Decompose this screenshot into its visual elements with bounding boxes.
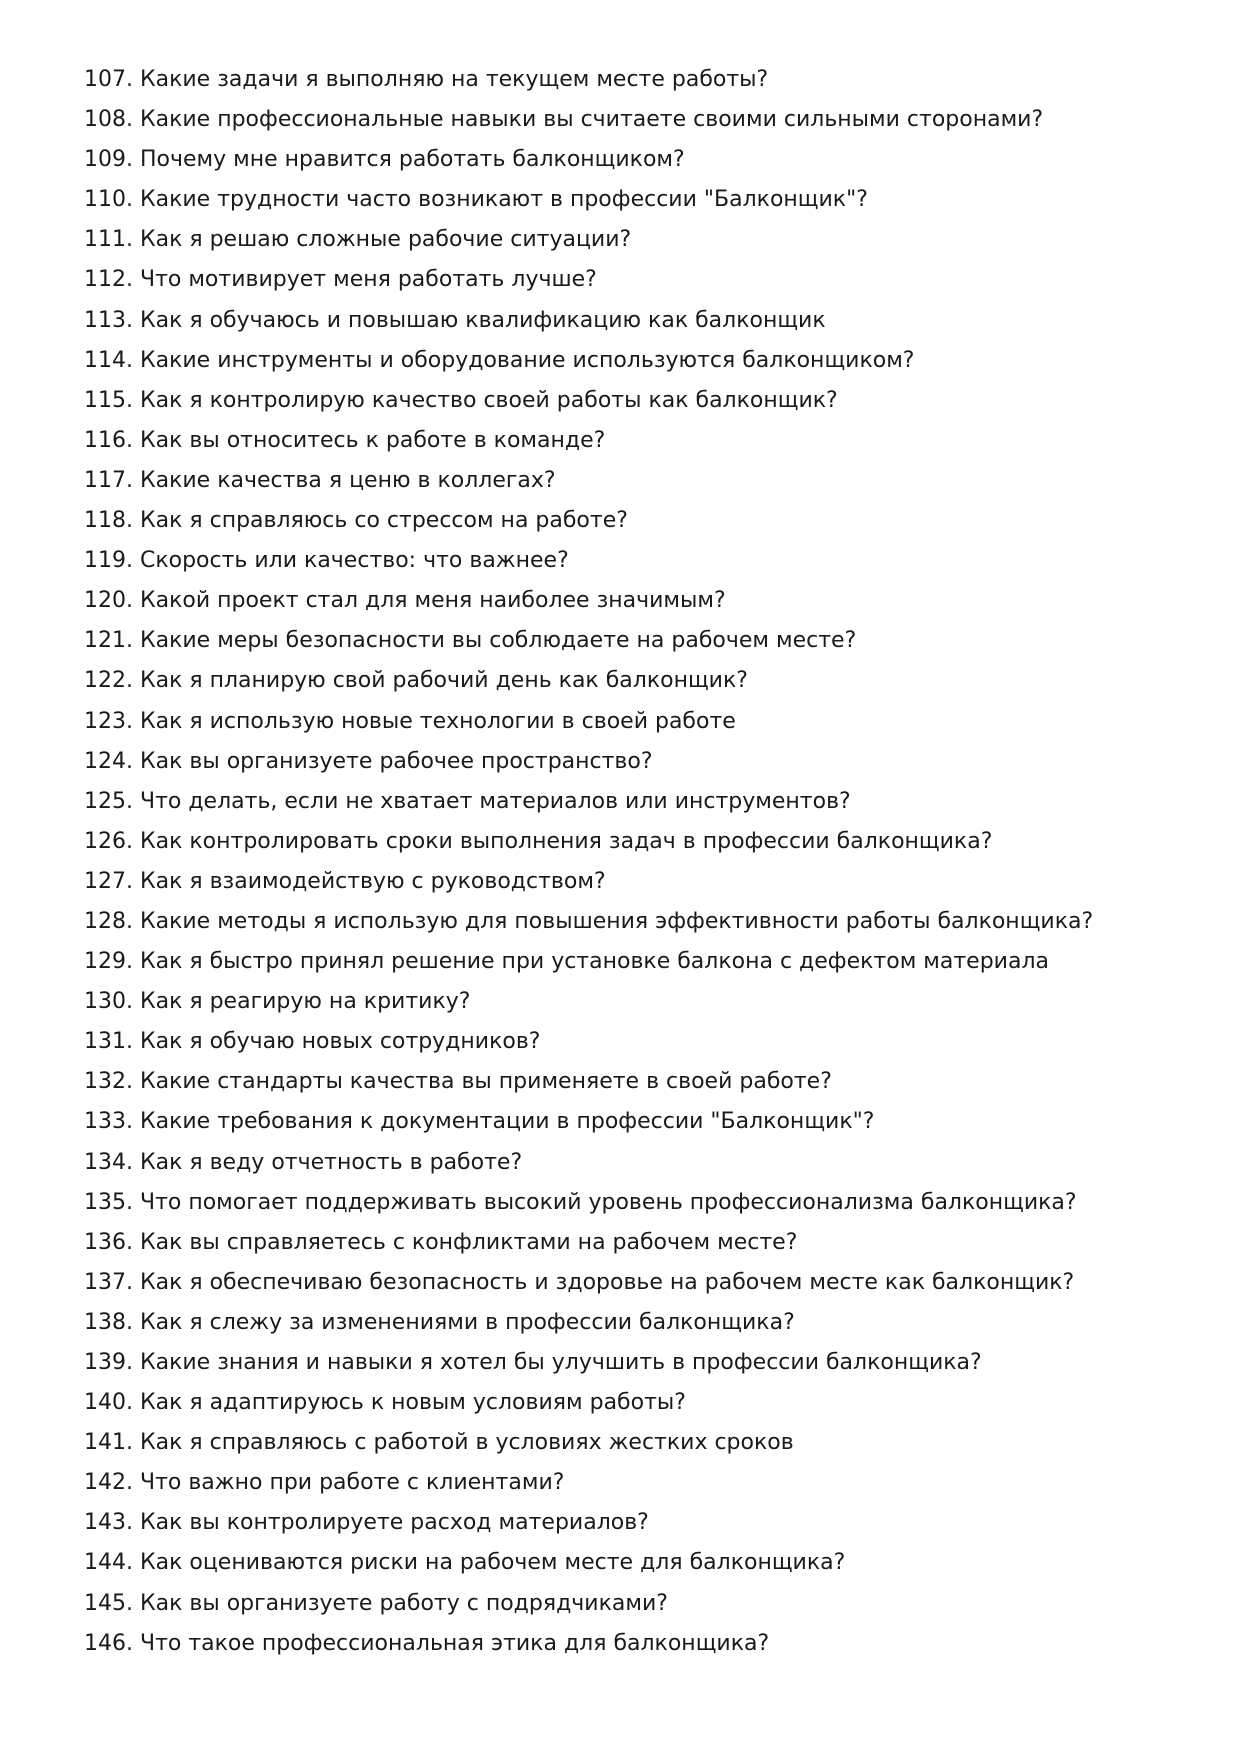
question-text: Как я справляюсь со стрессом на работе?: [139, 508, 628, 534]
list-item: [84, 1343, 1184, 1383]
question-text: Как я планирую свой рабочий день как балконщик?: [139, 668, 748, 694]
question-number: 130.: [84, 989, 133, 1015]
question-text: Какие профессиональные навыки вы считаете своими сильными сторонами?: [139, 107, 1044, 133]
list-item: [84, 661, 1184, 701]
question-text: Как я быстро принял решение при установке балкона с дефектом материала: [139, 949, 1049, 975]
question-number: 135.: [84, 1189, 133, 1215]
question-text: Как вы относитесь к работе в команде?: [139, 427, 606, 453]
question-text: Какие методы я использую для повышения эффективности работы балконщика?: [139, 908, 1094, 934]
list-item: [84, 621, 1184, 661]
list-item: [84, 1543, 1184, 1583]
list-item: [84, 822, 1184, 862]
list-item: [84, 1303, 1184, 1343]
question-number: 112.: [84, 267, 133, 293]
question-number: 142.: [84, 1470, 133, 1496]
list-item: [84, 581, 1184, 621]
question-number: 126.: [84, 828, 133, 854]
list-item: [84, 1022, 1184, 1062]
list-item: [84, 1383, 1184, 1423]
question-text: Какие трудности часто возникают в профессии "Балконщик"?: [139, 187, 868, 213]
list-item: [84, 501, 1184, 541]
list-item: [84, 862, 1184, 902]
question-text: Как я взаимодействую с руководством?: [139, 868, 606, 894]
question-text: Что делать, если не хватает материалов или инструментов?: [139, 788, 851, 814]
question-number: 139.: [84, 1350, 133, 1375]
list-item: [84, 1584, 1184, 1624]
question-text: Какие стандарты качества вы применяете в своей работе?: [139, 1069, 832, 1095]
list-item: [84, 702, 1184, 742]
question-number: 140.: [84, 1390, 133, 1416]
list-item: [84, 220, 1184, 260]
list-item: [84, 1143, 1184, 1183]
question-number: 114.: [84, 347, 133, 373]
list-item: [84, 461, 1184, 501]
question-text: Как контролировать сроки выполнения задач в профессии балконщика?: [139, 828, 993, 854]
question-text: Какой проект стал для меня наиболее значимым?: [139, 588, 726, 614]
question-text: Какие меры безопасности вы соблюдаете на рабочем месте?: [139, 628, 857, 654]
question-text: Как оцениваются риски на рабочем месте для балконщика?: [139, 1550, 846, 1576]
question-number: 117.: [84, 467, 133, 493]
question-text: Как я веду отчетность в работе?: [139, 1149, 523, 1175]
question-number: 109.: [84, 147, 133, 173]
list-item: [84, 1263, 1184, 1303]
list-item: [84, 902, 1184, 942]
question-text: Скорость или качество: что важнее?: [139, 548, 569, 574]
list-item: [84, 1423, 1184, 1463]
question-text: Что такое профессиональная этика для балконщика?: [139, 1630, 770, 1656]
question-text: Как я обучаюсь и повышаю квалификацию как балконщик: [139, 307, 826, 333]
question-text: Как я контролирую качество своей работы как балконщик?: [139, 387, 838, 413]
question-text: Как вы справляетесь с конфликтами на рабочем месте?: [139, 1229, 798, 1255]
question-number: 111.: [84, 227, 133, 253]
question-number: 144.: [84, 1550, 133, 1576]
question-number: 125.: [84, 788, 133, 814]
list-item: [84, 982, 1184, 1022]
question-text: Как я реагирую на критику?: [139, 989, 471, 1015]
list-item: [84, 100, 1184, 140]
list-item: [84, 180, 1184, 220]
list-item: [84, 301, 1184, 341]
list-item: [84, 140, 1184, 180]
question-number: 118.: [84, 508, 133, 534]
question-text: Как вы организуете работу с подрядчиками?: [139, 1590, 668, 1616]
question-text: Что помогает поддерживать высокий уровень профессионализма балконщика?: [139, 1189, 1077, 1215]
question-text: Что важно при работе с клиентами?: [139, 1470, 565, 1496]
list-item: [84, 1223, 1184, 1263]
question-number: 128.: [84, 908, 133, 934]
question-text: Почему мне нравится работать балконщиком?: [139, 147, 685, 173]
list-item: [84, 1463, 1184, 1503]
question-number: 108.: [84, 107, 133, 133]
question-number: 127.: [84, 868, 133, 894]
question-number: 143.: [84, 1510, 133, 1536]
question-number: 138.: [84, 1309, 133, 1335]
question-number: 141.: [84, 1430, 133, 1456]
question-number: 115.: [84, 387, 133, 413]
question-text: Что мотивирует меня работать лучше?: [139, 267, 597, 293]
question-text: Как вы контролируете расход материалов?: [139, 1510, 649, 1536]
question-text: Как я обеспечиваю безопасность и здоровье на рабочем месте как балконщик?: [139, 1269, 1075, 1295]
question-number: 133.: [84, 1109, 133, 1135]
question-text: Какие качества я ценю в коллегах?: [139, 467, 556, 493]
question-number: 134.: [84, 1149, 133, 1175]
question-text: Как вы организуете рабочее пространство?: [139, 748, 653, 774]
list-item: [84, 1183, 1184, 1223]
question-number: 119.: [84, 548, 133, 574]
list-item: [84, 541, 1184, 581]
question-number: 131.: [84, 1029, 133, 1055]
question-text: Как я слежу за изменениями в профессии балконщика?: [139, 1309, 795, 1335]
question-text: Как я решаю сложные рабочие ситуации?: [139, 227, 632, 253]
question-text: Какие инструменты и оборудование используются балконщиком?: [139, 347, 915, 373]
question-text: Какие знания и навыки я хотел бы улучшить в профессии балконщика?: [139, 1350, 982, 1375]
list-item: [84, 60, 1184, 100]
question-number: 145.: [84, 1590, 133, 1616]
list-item: [84, 1624, 1184, 1664]
question-number: 136.: [84, 1229, 133, 1255]
question-number: 110.: [84, 187, 133, 213]
list-item: [84, 1062, 1184, 1102]
question-number: 122.: [84, 668, 133, 694]
list-item: [84, 341, 1184, 381]
question-number: 129.: [84, 949, 133, 975]
question-number: 116.: [84, 427, 133, 453]
question-number: 132.: [84, 1069, 133, 1095]
list-item: [84, 1102, 1184, 1142]
question-number: 120.: [84, 588, 133, 614]
question-text: Как я использую новые технологии в своей работе: [139, 708, 736, 734]
question-number: 121.: [84, 628, 133, 654]
list-item: [84, 742, 1184, 782]
question-number: 113.: [84, 307, 133, 333]
list-item: [84, 381, 1184, 421]
question-text: Как я адаптируюсь к новым условиям работы?: [139, 1390, 686, 1416]
question-number: 107.: [84, 67, 133, 92]
list-item: [84, 942, 1184, 982]
question-number: 137.: [84, 1269, 133, 1295]
question-text: Какие требования к документации в профессии "Балконщик"?: [139, 1109, 875, 1135]
question-list: [84, 60, 1184, 1664]
list-item: [84, 260, 1184, 300]
list-item: [84, 421, 1184, 461]
question-number: 123.: [84, 708, 133, 734]
list-item: [84, 782, 1184, 822]
question-text: Какие задачи я выполняю на текущем месте работы?: [139, 67, 769, 92]
question-number: 124.: [84, 748, 133, 774]
question-number: 146.: [84, 1630, 133, 1656]
question-text: Как я обучаю новых сотрудников?: [139, 1029, 541, 1055]
list-item: [84, 1503, 1184, 1543]
question-text: Как я справляюсь с работой в условиях жестких сроков: [139, 1430, 794, 1456]
